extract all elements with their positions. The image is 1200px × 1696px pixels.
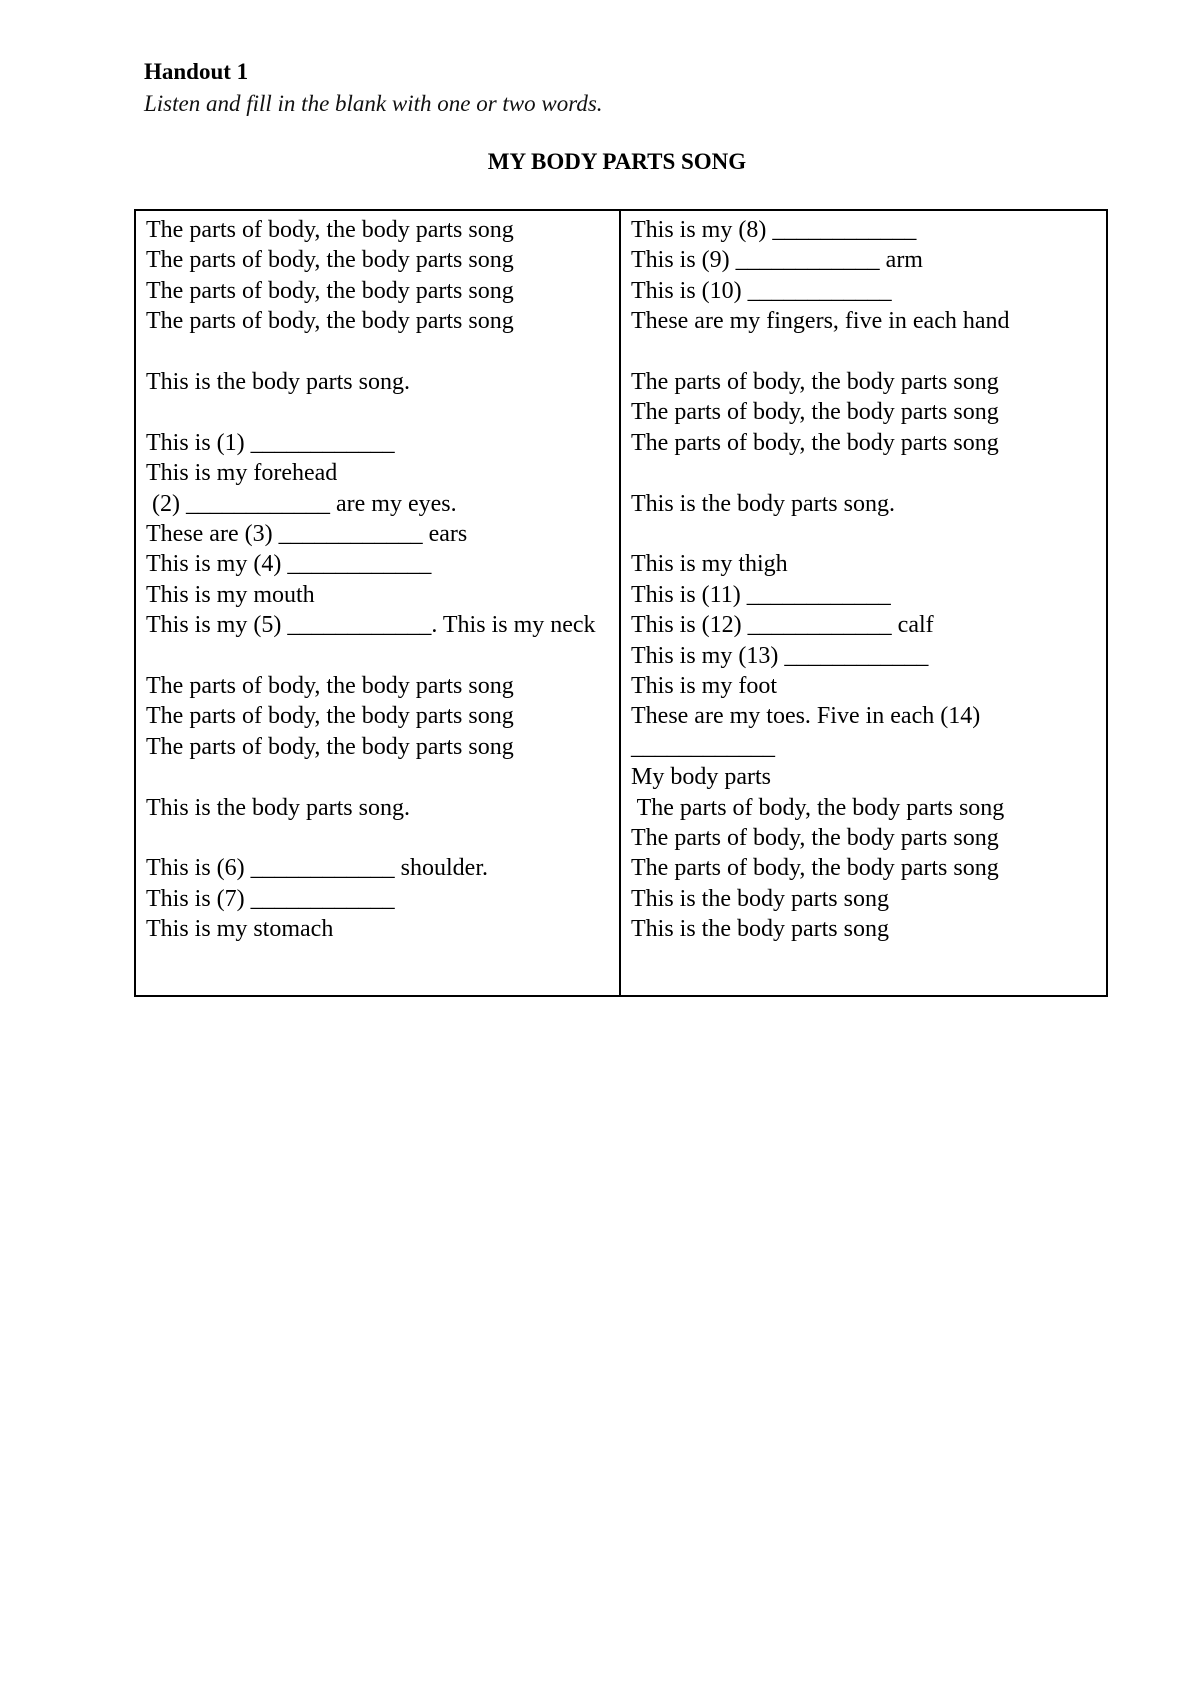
lyric-line: The parts of body, the body parts song (146, 703, 514, 730)
lyric-line: This is my (13) ____________ (631, 642, 929, 669)
lyric-line: This is (12) ____________ calf (631, 612, 934, 639)
lyric-line: This is (6) ____________ shoulder. (146, 855, 488, 882)
stanza-gap (146, 641, 611, 671)
lyrics-column-left (136, 211, 621, 995)
lyric-line: This is my (5) ____________. This is my neck (146, 612, 596, 639)
lyric-line: My body parts (631, 764, 771, 791)
instruction-text: Listen and fill in the blank with one or two words. (144, 91, 603, 116)
lyric-line: The parts of body, the body parts song (631, 369, 999, 396)
lyrics-column-right (621, 211, 1106, 995)
lyric-line: The parts of body, the body parts song (631, 825, 999, 852)
lyric-line: (2) ____________ are my eyes. (146, 490, 457, 517)
lyric-line: This is my thigh (631, 551, 788, 578)
stanza-gap (146, 397, 611, 427)
stanza-gap (146, 762, 611, 792)
lyric-line: The parts of body, the body parts song (631, 794, 1005, 821)
lyric-line: This is my (4) ____________ (146, 551, 432, 578)
lyric-line: The parts of body, the body parts song (631, 399, 999, 426)
lyric-line: This is (9) ____________ arm (631, 247, 923, 274)
lyric-line: This is (1) ____________ (146, 429, 395, 456)
lyric-line: This is (11) ____________ (631, 581, 891, 608)
lyric-line: This is the body parts song (631, 916, 889, 943)
lyric-line: This is the body parts song. (631, 490, 895, 517)
lyrics-table (134, 209, 1108, 997)
lyric-line: This is the body parts song. (146, 369, 410, 396)
lyric-line: This is the body parts song. (146, 794, 410, 821)
stanza-gap (631, 519, 1098, 549)
lyric-line: This is my forehead (146, 460, 338, 487)
lyric-line: These are my fingers, five in each hand (631, 308, 1010, 335)
lyric-line: These are (3) ____________ ears (146, 521, 468, 548)
stanza-gap (631, 458, 1098, 488)
lyric-line: This is the body parts song (631, 885, 889, 912)
lyric-line: This is my (8) ____________ (631, 217, 917, 243)
lyric-line: This is my stomach (146, 916, 334, 943)
lyric-line: The parts of body, the body parts song (146, 308, 514, 335)
lyric-line: The parts of body, the body parts song (146, 277, 514, 304)
lyric-line: The parts of body, the body parts song (146, 247, 514, 274)
lyric-line: The parts of body, the body parts song (146, 217, 514, 243)
song-title: MY BODY PARTS SONG (487, 149, 747, 174)
stanza-gap (631, 337, 1098, 367)
stanza-gap (146, 337, 611, 367)
lyric-line: The parts of body, the body parts song (631, 429, 999, 456)
lyric-line: The parts of body, the body parts song (146, 733, 514, 760)
lyric-line: This is (7) ____________ (146, 885, 395, 912)
stanza-gap (146, 823, 611, 853)
handout-title: Handout 1 (144, 59, 249, 84)
lyric-line: This is (10) ____________ (631, 277, 892, 304)
lyric-line: The parts of body, the body parts song (631, 855, 999, 882)
lyric-line: This is my foot (631, 673, 778, 700)
lyric-line: These are my toes. Five in each (14) ____________ (631, 703, 987, 760)
lyric-line: This is my mouth (146, 581, 315, 608)
lyric-line: The parts of body, the body parts song (146, 673, 514, 700)
